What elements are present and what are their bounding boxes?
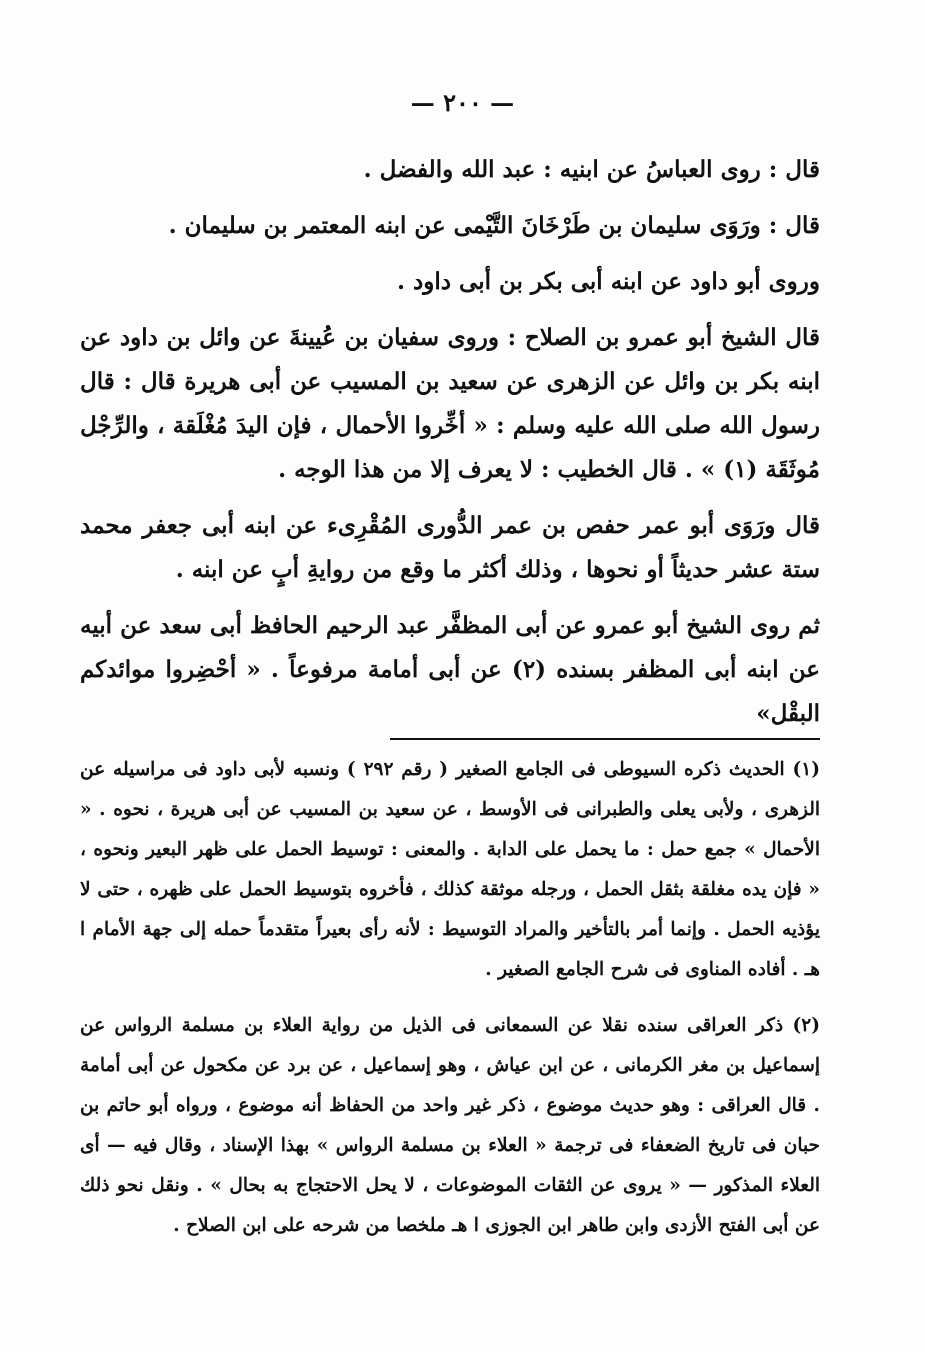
paragraph-abbas: قال : روى العباسُ عن ابنيه : عبد الله والفضل . [363,156,820,183]
paragraph-hafs: قال ورَوَى أبو عمر حفص بن عمر الدُّورى المُقْرِىء عن ابنه أبى جعفر محمد ستة عشر حديثاً أو نحوها ، وذلك أكثر ما وقع من روايةِ أبٍ عن ابنه . [80,512,820,583]
paragraph-abu-muzaffar: ثم روى الشيخ أبو عمرو عن أبى المظفَّر عبد الرحيم الحافظ أبى سعد عن أبيه عن ابنه أبى المظفر بسنده (٢) عن أبى أمامة مرفوعاً . « أحْضِروا موائدكم البقْل» [80,612,820,727]
footnotes [80,750,820,1262]
paragraph-abu-dawud: وروى أبو داود عن ابنه أبى بكر بن أبى داود . [397,268,820,295]
paragraph-ibn-salah: قال الشيخ أبو عمرو بن الصلاح : وروى سفيان بن عُيينةَ عن وائل بن داود عن ابنه بكر بن وائل عن الزهرى عن سعيد بن المسيب عن أبى هريرة قال : قال رسول الله صلى الله عليه وسلم : « أخِّروا الأحمال ، فإن اليدَ مُغْلَقة ، والرِّجْل مُوثَقَة (١) » . قال الخطيب : لا يعرف إلا من هذا الوجه . [80,324,820,483]
footnote-1: (١) الحديث ذكره السيوطى فى الجامع الصغير ( رقم ٢٩٢ ) ونسبه لأبى داود فى مراسيله عن الزهرى ، ولأبى يعلى والطبرانى فى الأوسط ، عن سعيد بن المسيب عن أبى هريرة ، نحوه . « الأحمال » جمع حمل : ما يحمل على الدابة . والمعنى : توسيط الحمل على ظهر البعير ونحوه ، « فإن يده مغلقة بثقل الحمل ، ورجله موثقة كذلك ، فأخروه بتوسيط الحمل على ظهره ، حتى لا يؤذيه الحمل . وإنما أمر بالتأخير والمراد التوسيط : لأنه رأى بعيراً متقدماً حمله إلى جهة الأمام ا هـ . أفاده المناوى فى شرح الجامع الصغير . [80,759,820,980]
footnote-divider [390,738,820,740]
main-text [80,148,820,748]
paragraph-sulayman: قال : ورَوَى سليمان بن طَرْخَانَ التَّيْمى عن ابنه المعتمر بن سليمان . [168,212,820,239]
page-number: — ٢٠٠ — [410,88,515,117]
footnote-2: (٢) ذكر العراقى سنده نقلا عن السمعانى فى الذيل من رواية العلاء بن مسلمة الرواس عن إسماعيل بن مغر الكرمانى ، عن ابن عياش ، وهو إسماعيل ، عن برد عن مكحول عن أبى أمامة . قال العراقى : وهو حديث موضوع ، ذكر غير واحد من الحفاظ أنه موضوع ، ورواه أبو حاتم بن حبان فى تاريخ الضعفاء فى ترجمة « العلاء بن مسلمة الرواس » بهذا الإسناد ، وقال فيه — أى العلاء المذكور — « يروى عن الثقات الموضوعات ، لا يحل الاحتجاج به بحال » . ونقل نحو ذلك عن أبى الفتح الأزدى وابن طاهر ابن الجوزى ا هـ ملخصا من شرحه على ابن الصلاح . [80,1015,820,1236]
